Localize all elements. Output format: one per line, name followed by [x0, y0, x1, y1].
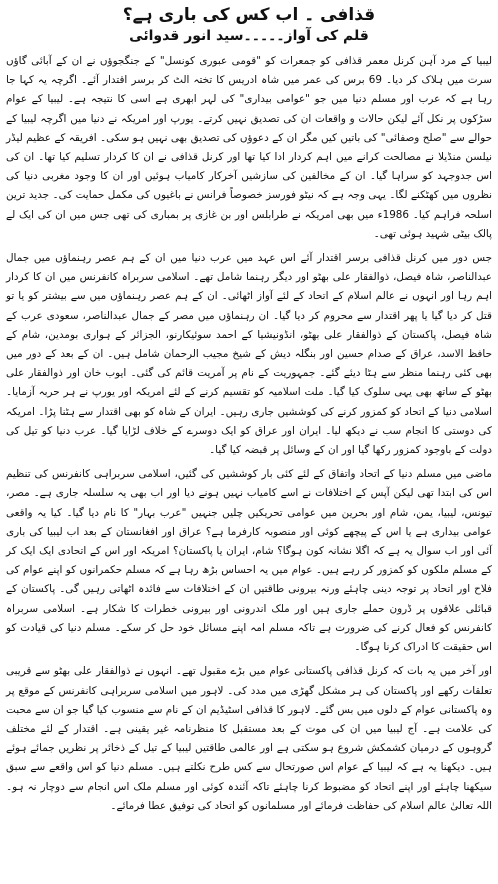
- article-paragraph: ماضی میں مسلم دنیا کے اتحاد واتفاق کے لئے کئی بار کوششیں کی گئیں، اسلامی سربراہی کانفرنس کی تنظیم اس کی ابتدا تھی لیکن آپس کے اختلافات نے اسے کامیاب نہیں ہونے دیا اور اب بھی یہ سلسلہ جاری ہے۔ مصر، تیونس، لیبیا، یمن، شام اور بحرین میں عوامی تحریکیں چلیں جنہیں "عرب بہار" کا نام دیا گیا۔ کیا یہ واقعی عوامی بیداری ہے یا اس کے پیچھے کوئی اور منصوبہ کارفرما ہے؟ عراق اور افغانستان کے بعد اب لیبیا کی باری آئی اور اب سوال یہ ہے کہ اگلا نشانہ کون ہوگا؟ شام، ایران یا پاکستان؟ امریکہ اور اس کے اتحادی ایک ایک کر کے مسلم ملکوں کو کمزور کر رہے ہیں۔ عوام میں یہ احساس بڑھ رہا ہے کہ مسلم حکمرانوں کو اپنے عوام کی فلاح اور اتحاد پر توجہ دینی چاہئے ورنہ بیرونی طاقتیں ان کے اختلافات سے فائدہ اٹھاتی رہیں گی۔ پاکستان کے قبائلی علاقوں پر ڈرون حملے جاری ہیں اور ملک اندرونی اور بیرونی خطرات کا شکار ہے۔ اسلامی سربراہ کانفرنس کو فعال کرنے کی ضرورت ہے تاکہ مسلم امہ اپنے مسائل خود حل کر سکے۔ مسلم دنیا کی قیادت کو اس حقیقت کا ادراک کرنا ہوگا۔: [6, 468, 492, 654]
- article-paragraph: لیبیا کے مرد آہن کرنل معمر قذافی کو جمعرات کو "قومی عبوری کونسل" کے جنگجوؤں نے ان کے آبائی گاؤں سرت میں ہلاک کر دیا۔ 69 برس کی عمر میں شاہ ادریس کا تختہ الٹ کر برسر اقتدار آئے۔ اگرچہ یہ کہا جا رہا ہے کہ عرب اور مسلم دنیا میں جو "عوامی بیداری" کی لہر ابھری ہے اسی کا نتیجہ ہے۔ لیبیا کے عوام سڑکوں پر نکل آئے لیکن حالات و واقعات ان کی تصدیق نہیں کرتے۔ یورپ اور امریکہ نے دنیا میں اگرچہ لیبیا کے حوالے سے "صلح وصفائی" کی باتیں کیں مگر ان کے دعوؤں کی تصدیق بھی نہیں ہو سکی۔ افریقہ کے عظیم لیڈر نیلسن منڈیلا نے مصالحت کرانے میں اہم کردار ادا کیا تھا اور کرنل قذافی نے ان کا کردار تسلیم کیا تھا۔ ان کی اس جدوجہد کو سراہا گیا۔ ان کے مخالفین کی سازشیں آخرکار کامیاب ہوئیں اور ان کا وجود مغربی دنیا کی نظروں میں کھٹکنے لگا۔ یہی وجہ ہے کہ نیٹو فورسز خصوصاً فرانس نے باغیوں کی مکمل حمایت کی۔ جدید ترین اسلحہ فراہم کیا۔ 1986ء میں بھی امریکہ نے طرابلس اور بن غازی پر بمباری کی تھی جس میں ان کی ایک لے پالک بیٹی شہید ہوئی تھی۔: [6, 55, 492, 240]
- article-paragraph: جس دور میں کرنل قذافی برسر اقتدار آئے اس عہد میں عرب دنیا میں ان کے ہم عصر رہنماؤں میں جمال عبدالناصر، شاہ فیصل، ذوالفقار علی بھٹو اور دیگر رہنما شامل تھے۔ اسلامی سربراہ کانفرنس میں ان کا کردار اہم رہا اور انہوں نے عالم اسلام کے اتحاد کے لئے آواز اٹھائی۔ ان کے ہم عصر رہنماؤں میں سے بیشتر کو یا تو قتل کر دیا گیا یا پھر اقتدار سے محروم کر دیا گیا۔ ان رہنماؤں میں مصر کے جمال عبدالناصر، سعودی عرب کے شاہ فیصل، پاکستان کے ذوالفقار علی بھٹو، انڈونیشیا کے احمد سوئیکارنو، الجزائر کے ہواری بومدین، شام کے حافظ الاسد، عراق کے صدام حسین اور بنگلہ دیش کے شیخ مجیب الرحمان شامل ہیں۔ ان کے بعد کے دور میں بھی کئی رہنما منظر سے ہٹا دیئے گئے۔ جمہوریت کے نام پر آمریت قائم کی گئی۔ ایوب خان اور ذوالفقار علی بھٹو کے ساتھ بھی یہی سلوک کیا گیا۔ ملت اسلامیہ کو تقسیم کرنے کے لئے امریکہ اور یورپ نے ہر حربہ آزمایا۔ اسلامی دنیا کے اتحاد کو کمزور کرنے کی کوششیں جاری رہیں۔ ایران کے شاہ کو بھی اقتدار سے ہٹنا پڑا۔ امریکہ کی دوستی کا انجام سب نے دیکھ لیا۔ ایران اور عراق کو ایک دوسرے کے خلاف لڑایا گیا۔ عرب دنیا کو تیل کی دولت کے باوجود کمزور رکھا گیا اور ان کے وسائل پر قبضہ کیا گیا۔: [6, 252, 492, 457]
- article-title: قذافی ۔ اب کس کی باری ہے؟: [122, 5, 376, 25]
- article-byline: قلم کی آواز۔۔۔۔۔سید انور قدوائی: [129, 28, 369, 44]
- article-body: [6, 52, 492, 816]
- article-paragraph: اور آخر میں یہ بات کہ کرنل قذافی پاکستانی عوام میں بڑے مقبول تھے۔ انہوں نے ذوالفقار علی بھٹو سے قریبی تعلقات رکھے اور پاکستان کی ہر مشکل گھڑی میں مدد کی۔ لاہور میں اسلامی سربراہی کانفرنس کے موقع پر وہ پاکستانی عوام کے دلوں میں بس گئے۔ لاہور کا قذافی اسٹیڈیم ان کے نام سے منسوب کیا گیا جو ان سے محبت کی علامت ہے۔ آج لیبیا میں ان کی موت کے بعد مستقبل کا منظرنامہ غیر یقینی ہے۔ اقتدار کے لئے مختلف گروہوں کے درمیان کشمکش شروع ہو سکتی ہے اور عالمی طاقتیں لیبیا کے تیل کے ذخائر پر نظریں جمائے ہوئے ہیں۔ دیکھنا یہ ہے کہ لیبیا کے عوام اس صورتحال سے کس طرح نکلتے ہیں۔ مسلم دنیا کو اس واقعے سے سبق سیکھنا چاہئے اور اپنے اتحاد کو مضبوط کرنا چاہئے تاکہ آئندہ کوئی اور مسلم ملک اس انجام سے دوچار نہ ہو۔ اللہ تعالیٰ عالم اسلام کی حفاظت فرمائے اور مسلمانوں کو اتحاد کی توفیق عطا فرمائے۔: [6, 665, 492, 812]
